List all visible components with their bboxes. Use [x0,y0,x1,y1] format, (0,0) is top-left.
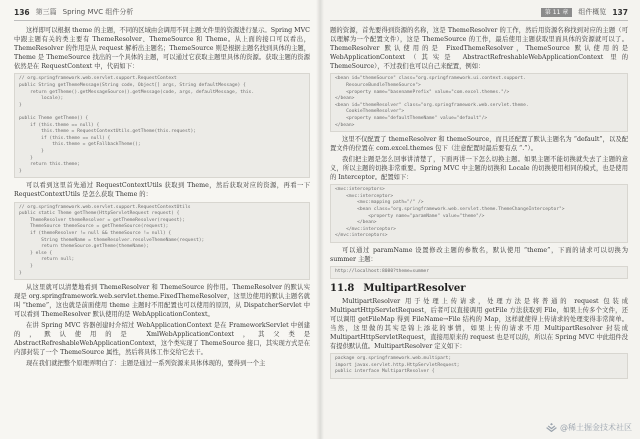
part-label: 第三篇 [35,8,57,16]
left-paragraph-1: 这样即可以根据 theme 的主题，不同的区域由会调用不同主题文件里的资源进行显示。Spring MVC 中跟主题有关的类主要有 ThemeResolver、ThemeSource 和 Theme。从上面的接口可以看出，ThemeResolver 的作用是从 request 解析出主题名；ThemeSource 则是根据主题名找到具体的主题，Theme 是 ThemeSource 找出的一个具体的主题，可以通过它获取主题里具体的资源。获取主题的资源依然是在 RequestContext 中，代码如下： [14,27,310,71]
book-gutter [316,0,324,439]
chapter-label: 第 11 章 [541,8,572,17]
book-title: Spring MVC 组件分析 [62,8,134,16]
left-page-number: 136 [14,7,30,17]
right-paragraph-3: 我们把主题是怎么回事讲清楚了，下面再讲一下怎么切换主题。如果主题不能切换就失去了主题的意义，所以主题的切换非常重要。Spring MVC 中主题的切换和 Locale 的切换使用相同的模式，也是使用的 Interceptor。配置如下： [330,155,628,182]
section-heading [330,283,628,294]
left-header-group [14,7,133,17]
left-paragraph-4: 在讲 Spring MVC 容器创建时介绍过 WebApplicationContext 是在 FrameworkServlet 中创建的，默认使用的是 XmlWebApplicationContext，其父类是 AbstractRefreshableWebApplicationContext，这个类实现了 ThemeSource 接口，其实现方式是在内部封装了一个 ThemeSource 属性，然后将具体工作交给它去干。 [14,321,310,357]
chapter-title: 组件概览 [578,8,607,16]
section-number: 11.8 [330,282,355,294]
right-page-number: 137 [612,7,628,17]
right-header-group [541,7,628,17]
left-paragraph-5: 现在我们就把整个原理弄明白了：主题是通过一系列资源来具体体现的，要得到一个主 [26,359,266,367]
left-code-block-1: // org.springframework.web.servlet.support.RequestContext public String getThemeMessage(String code, Object[] args, String defaultMessage) { return getTheme().getMessageSource().getMessage(code, args, defaultMessage, this. locale); } public Theme getTheme() { if (this.theme == null) { this.theme = RequestContextUtils.getTheme(this.request); if (this.theme == null) { this.theme = getFallbackTheme(); } } return this.theme; } [14,73,310,178]
right-page-header [330,6,628,21]
watermark-text: @稀土掘金技术社区 [560,423,632,432]
left-page-header [14,6,310,21]
watermark [546,422,632,433]
right-code-block-4: package org.springframework.web.multipart; import javax.servlet.http.HttpServletRequest; public interface MultipartResolver { [330,353,628,379]
right-paragraph-5: MultipartResolver 用于处理上传请求，处理方法是将普通的 request 包装成 MultipartHttpServletRequest，后者可以直接调用 getFile 方法获取到 File，如果上传多个文件，还可以调用 getFileMap 得到 FileName→File 结构的 Map，这样就使得上传请求的处理变得非常简单。当然，这里做的其实是锦上添花的事情，如果上传的请求不用 MultipartResolver 封装成 MultipartHttpServletRequest，直接用原来的 request 也是可以的，所以在 Spring MVC 中此组件没有提供默认值。MultipartResolver 定义如下： [330,297,628,351]
right-code-block-2: <mvc:interceptors> <mvc:interceptor> <mvc:mapping path="/" /> <bean class="org.springframework.web.servlet.theme.ThemeChangeInterceptor"> <property name="paramName" value="theme"/> </bean> </mvc:interceptor> </mvc:interceptors> [330,184,628,243]
left-paragraph-3: 从这里就可以清楚地看到 ThemeResolver 和 ThemeSource 的作用。ThemeResolver 的默认实现是 org.springframework.web.servlet.theme.FixedThemeResolver，这里边使用的默认主题名就叫 “theme”，这也就是前面使用 theme 主题时不用配置也可以使用的原因，从 DispatcherServlet 中可以看到 ThemeResolver 默认使用的是 WebApplicationContext。 [14,284,310,319]
right-page [320,0,640,439]
section-title: MultipartResolver [363,282,466,294]
right-paragraph-1: 题的资源，首先要得到资源的名称，这是 ThemeResolver 的工作，然后用资源名称找到对应的主题（可以理解为一个配置文件），这是 ThemeSource 的工作，最后使用主题获取里面具体的资源就可以了。ThemeResolver 默认使用的是 FixedThemeResolver，ThemeSource 默认使用的是 WebApplicationContext（其实是 AbstractRefreshableWebApplicationContext 里的 ThemeSource），不过我们也可以自己来配置，例如： [330,27,628,71]
left-code-block-2: // org.springframework.web.servlet.support.RequestContextUtils public static Theme getTheme(HttpServletRequest request) { ThemeResolver themeResolver = getThemeResolver(request); ThemeSource themeSource = getThemeSource(request); if (themeResolver != null && themeSource != null) { String themeName = themeResolver.resolveThemeName(request); return themeSource.getTheme(themeName); } else { return null; } } [14,202,310,281]
juejin-logo-icon [546,423,557,432]
right-paragraph-2: 这里不仅配置了 themeResolver 和 themeSource，而且还配置了默认主题名为 “default”，以及配置文件的位置在 com.excel.themes 包下（注意配置时最后要有点 “.”）。 [330,136,628,153]
right-code-block-3: http://localhost:8080?theme=summer [330,266,628,279]
left-paragraph-2: 可以看到这里首先通过 RequestContextUtils 获取到 Theme，然后获取对应的资源，再看一下 RequestContextUtils 是怎么获取 Theme 的： [14,182,310,199]
right-code-block-1: <bean id="themeSource" class="org.springframework.ui.context.support. ResourceBundleThemeSource"> <property name="basenamePrefix" value="com.excel.themes."/> </bean> <bean id="themeResolver" class="org.springframework.web.servlet.theme. CookieThemeResolver"> <property name="defaultThemeName" value="default"/> </bean> [330,73,628,132]
right-paragraph-4: 可以通过 paramName 设置修改主题的参数名，默认使用 “theme”，下面的请求可以切换为 summer 主题： [330,246,628,264]
